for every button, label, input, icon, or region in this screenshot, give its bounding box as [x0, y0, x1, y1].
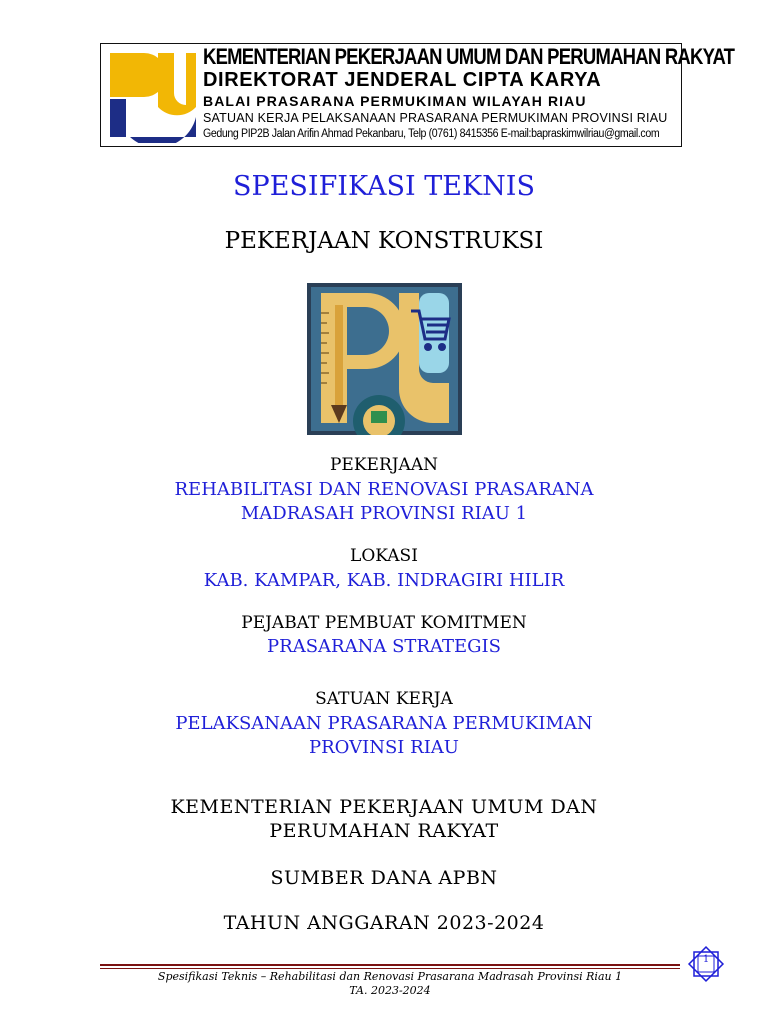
letterhead-satker: SATUAN KERJA PELAKSANAAN PRASARANA PERMUKIMAN PROVINSI RIAU [203, 111, 668, 125]
letterhead-ministry: KEMENTERIAN PEKERJAAN UMUM DAN PERUMAHAN RAKYAT [203, 44, 735, 69]
pekerjaan-line2: MADRASAH PROVINSI RIAU 1 [240, 503, 528, 524]
footer-line2: TA. 2023-2024 [349, 984, 431, 997]
page-number: 1 [702, 954, 710, 965]
letterhead-directorate: DIREKTORAT JENDERAL CIPTA KARYA [203, 69, 602, 91]
pu-logo-icon [104, 47, 200, 143]
ministry-line1: KEMENTERIAN PEKERJAAN UMUM DAN [170, 796, 598, 818]
letterhead [100, 43, 735, 147]
construction-emblem-icon [307, 283, 462, 435]
satker-line2: PROVINSI RIAU [309, 737, 459, 758]
footer-line1: Spesifikasi Teknis – Rehabilitasi dan Renovasi Prasarana Madrasah Provinsi Riau 1 [157, 970, 623, 983]
lokasi-value: KAB. KAMPAR, KAB. INDRAGIRI HILIR [203, 570, 565, 591]
footer-divider [100, 964, 680, 966]
footer-divider-thin [100, 968, 680, 969]
ministry-line2: PERUMAHAN RAKYAT [269, 820, 499, 842]
letterhead-balai: BALAI PRASARANA PERMUKIMAN WILAYAH RIAU [203, 93, 587, 109]
pekerjaan-line1: REHABILITASI DAN RENOVASI PRASARANA [174, 479, 594, 500]
satker-line1: PELAKSANAAN PRASARANA PERMUKIMAN [175, 713, 593, 734]
funding-source: SUMBER DANA APBN [270, 867, 498, 889]
letterhead-address: Gedung PIP2B Jalan Arifin Ahmad Pekanbaru, Telp (0761) 8415356 E-mail:bapraskimwilriau@gmail.com [203, 128, 660, 140]
pekerjaan-label: PEKERJAAN [329, 455, 438, 475]
document-subtitle: PEKERJAAN KONSTRUKSI [224, 228, 544, 254]
ppk-value: PRASARANA STRATEGIS [267, 636, 501, 657]
ppk-label: PEJABAT PEMBUAT KOMITMEN [241, 613, 527, 633]
lokasi-label: LOKASI [350, 546, 418, 566]
fiscal-year: TAHUN ANGGARAN 2023-2024 [223, 912, 545, 934]
satker-label: SATUAN KERJA [315, 689, 453, 709]
document-title: SPESIFIKASI TEKNIS [233, 171, 535, 202]
